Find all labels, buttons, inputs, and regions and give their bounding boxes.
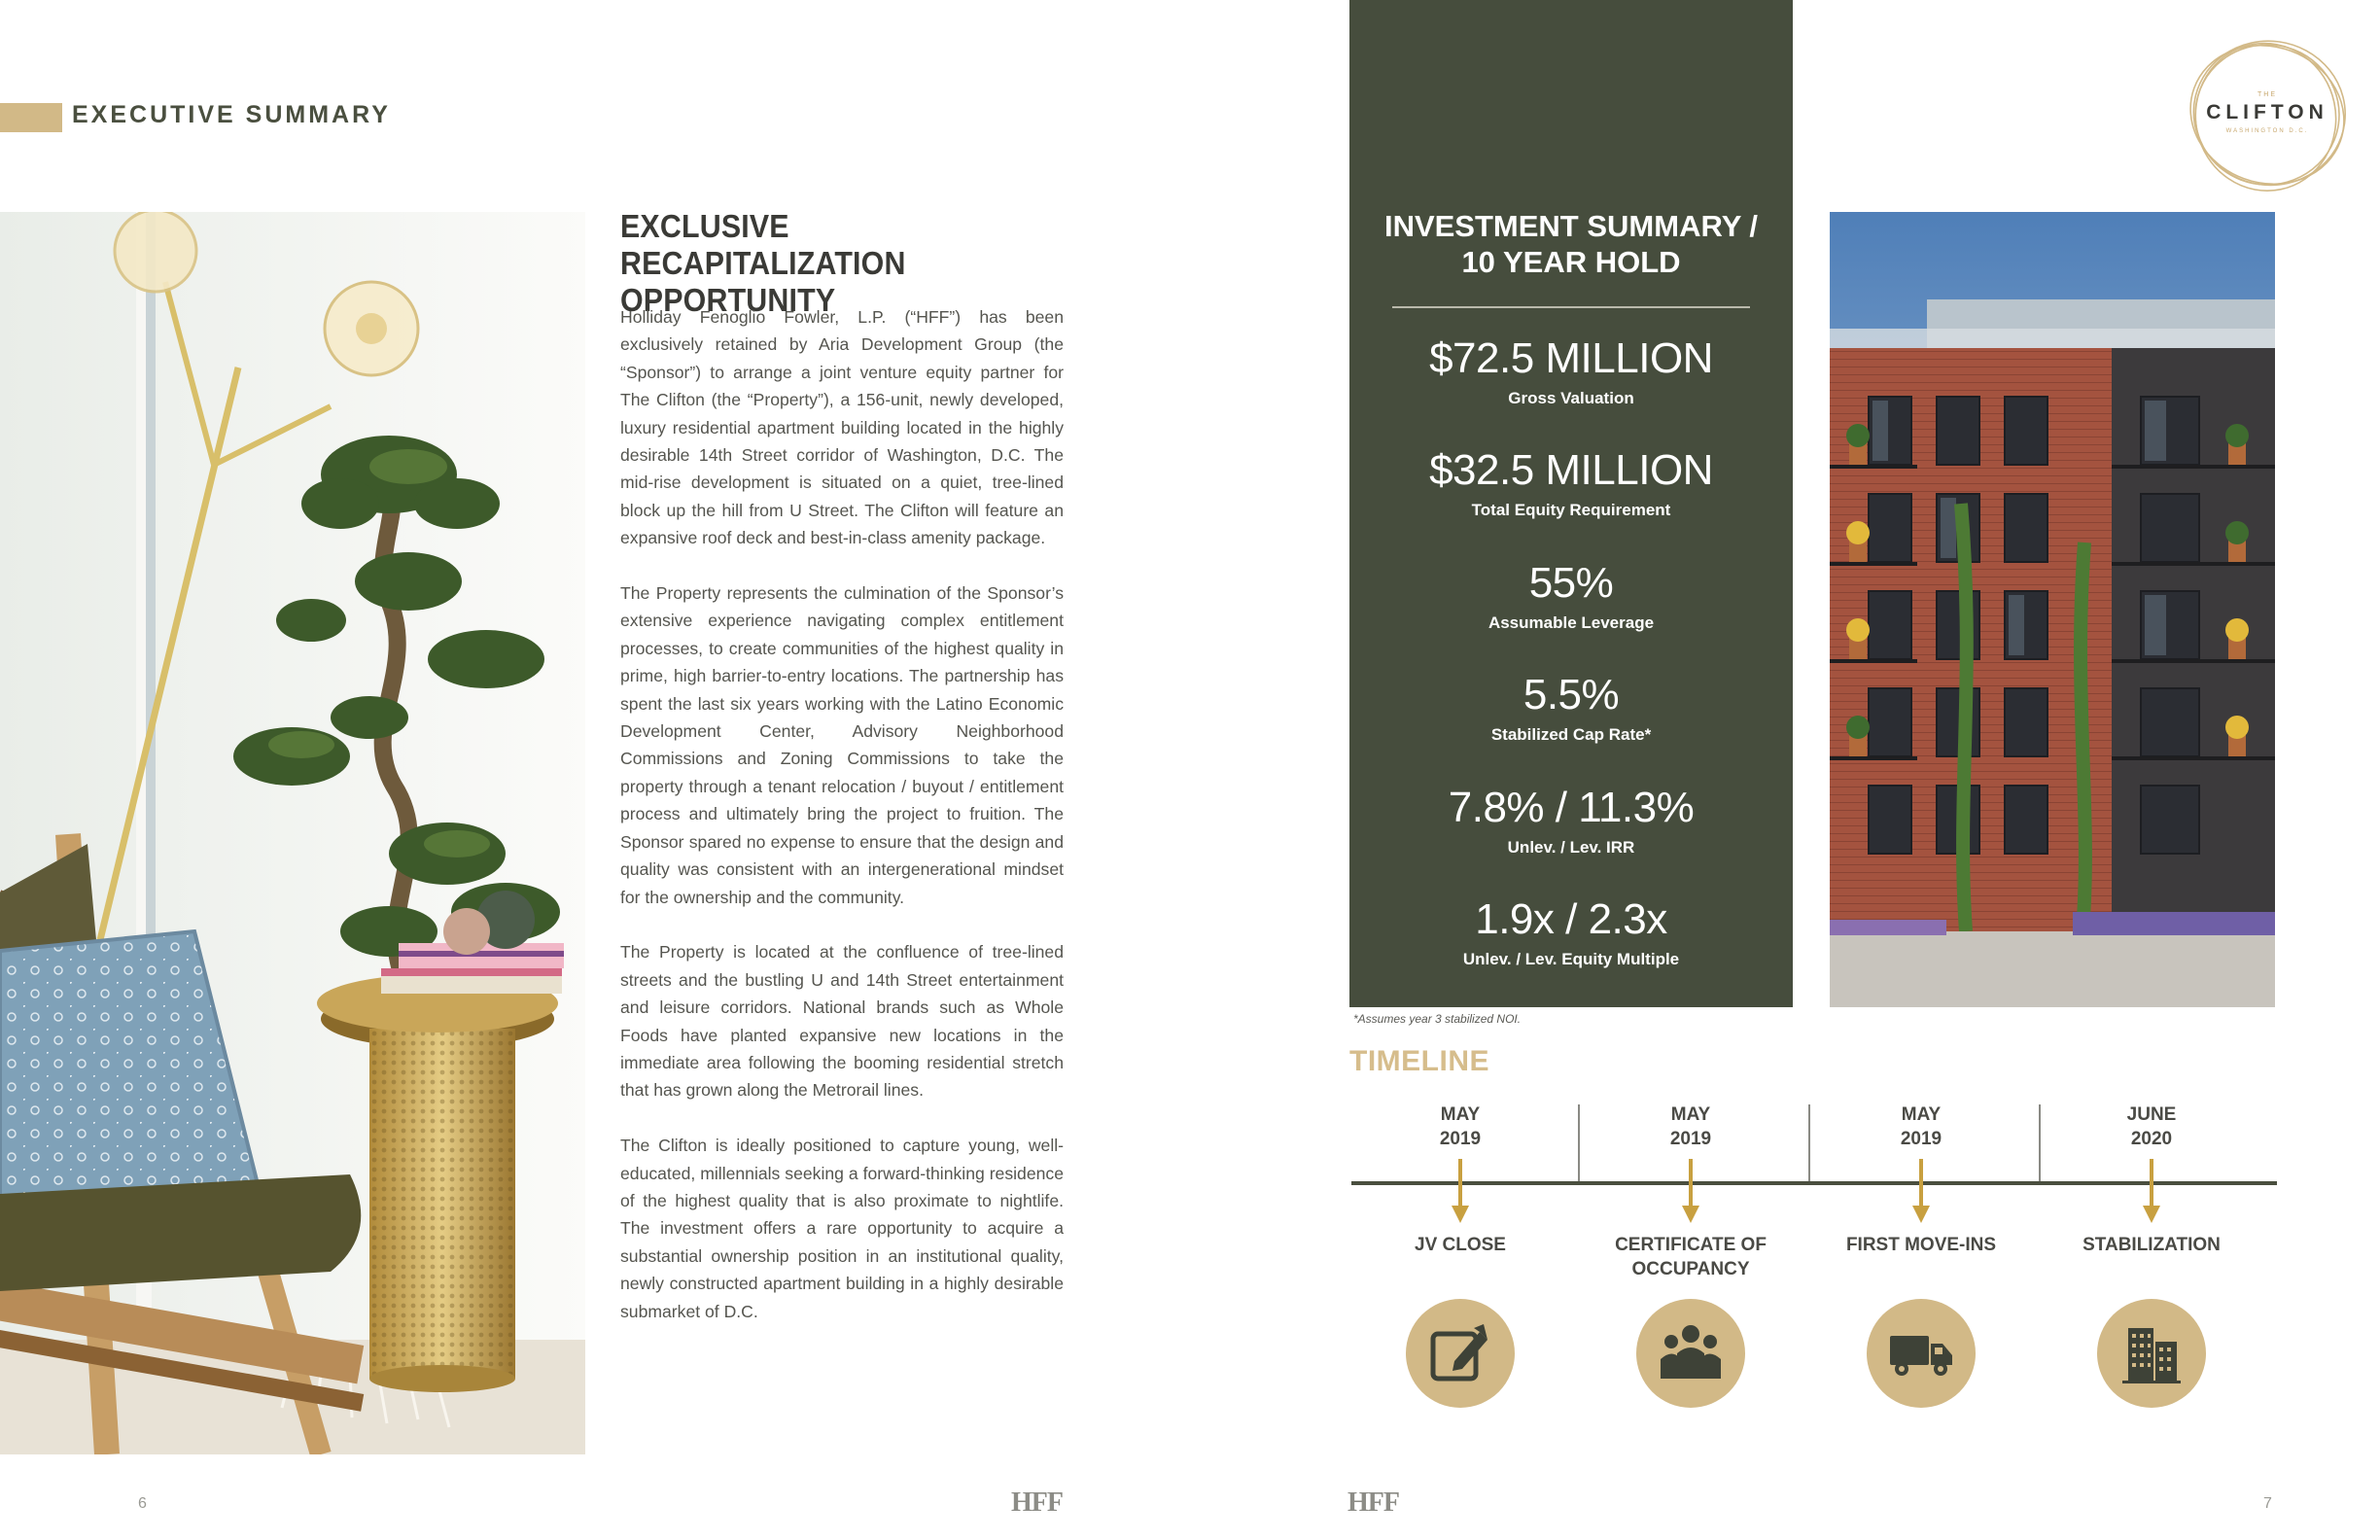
- timeline-label-line1: STABILIZATION: [2082, 1235, 2221, 1255]
- timeline-label-line1: JV CLOSE: [1415, 1235, 1506, 1255]
- hff-logo-left: HFF: [1011, 1488, 1063, 1518]
- timeline-label-stabilization: [2035, 1233, 2268, 1257]
- interior-illustration: [0, 212, 585, 1454]
- edit-icon: [1427, 1320, 1493, 1386]
- body-heading: EXCLUSIVE RECAPITALIZATION OPPORTUNITY: [620, 208, 906, 318]
- building-icon: [2118, 1320, 2185, 1386]
- timeline-icon-circle: [1406, 1299, 1515, 1408]
- timeline-icon-circle: [1636, 1299, 1745, 1408]
- timeline-label-jv-close: [1344, 1233, 1577, 1257]
- timeline-month: MAY: [1440, 1104, 1481, 1125]
- body-text: [620, 303, 1064, 1352]
- logo-bottom-text: WASHINGTON D.C.: [2225, 128, 2309, 134]
- investment-summary-panel: [1349, 0, 1793, 1007]
- building-illustration: [1830, 212, 2275, 1007]
- timeline-year: 2019: [1669, 1129, 1712, 1149]
- investment-title-line1: INVESTMENT SUMMARY /: [1383, 209, 1759, 243]
- metric-irr: [1349, 784, 1793, 859]
- timeline-label-move-ins: [1804, 1233, 2038, 1257]
- metric-label: Assumable Leverage: [1488, 613, 1655, 632]
- timeline-date-jv-close: [1363, 1102, 1558, 1151]
- metric-value: $72.5 MILLION: [1429, 334, 1713, 382]
- timeline-year: 2019: [1900, 1129, 1942, 1149]
- timeline-title: TIMELINE: [1349, 1045, 1489, 1077]
- body-paragraph-3: The Property is located at the confluence of tree-lined streets and the bustling U and 14th Street entertainment and leisure corridors. National brands such as Whole Foods have planted expansive new locations in the immediate area following the booming residential stretch that has grown along the Metrorail lines.: [620, 942, 1064, 1101]
- investment-title: [1349, 208, 1793, 280]
- body-paragraph-4: The Clifton is ideally positioned to capture young, well-educated, millennials seeking a forward-thinking residence of the highest quality that is also proximate to nightlife. The investment offers a rare opportunity to acquire a substantial ownership position in an institutional quality, newly constructed apartment building in a highly desirable submarket of D.C.: [620, 1136, 1064, 1321]
- timeline-divider: [1808, 1104, 1810, 1182]
- timeline-date-move-ins: [1824, 1102, 2018, 1151]
- timeline-icon-circle: [1867, 1299, 1976, 1408]
- timeline-divider: [2039, 1104, 2041, 1182]
- timeline-date-occupancy: [1593, 1102, 1788, 1151]
- metric-value: $32.5 MILLION: [1429, 446, 1713, 494]
- section-title: EXECUTIVE SUMMARY: [72, 101, 391, 128]
- timeline-year: 2020: [2130, 1129, 2173, 1149]
- timeline-year: 2019: [1439, 1129, 1482, 1149]
- timeline-month: MAY: [1670, 1104, 1711, 1125]
- metric-label: Total Equity Requirement: [1471, 501, 1671, 519]
- metric-value: 1.9x / 2.3x: [1475, 895, 1667, 943]
- metric-total-equity: [1349, 446, 1793, 522]
- metric-assumable-leverage: [1349, 559, 1793, 635]
- metric-value: 5.5%: [1522, 671, 1620, 718]
- timeline-month: MAY: [1901, 1104, 1942, 1125]
- logo-wordmark: CLIFTON: [2206, 101, 2328, 123]
- people-icon: [1658, 1320, 1724, 1386]
- timeline-label-line1: FIRST MOVE-INS: [1845, 1235, 1997, 1255]
- investment-title-line2: 10 YEAR HOLD: [1461, 245, 1681, 279]
- timeline-axis: [1351, 1181, 2277, 1185]
- timeline-month: JUNE: [2126, 1104, 2177, 1125]
- page-number-left: 6: [138, 1495, 147, 1512]
- metric-label: Stabilized Cap Rate*: [1490, 725, 1652, 744]
- timeline-date-stabilization: [2054, 1102, 2249, 1151]
- header-accent-bar: [0, 103, 62, 132]
- investment-footnote: *Assumes year 3 stabilized NOI.: [1353, 1012, 1522, 1026]
- timeline-arrow-icon: [1451, 1159, 1470, 1227]
- timeline-label-line2: OCCUPANCY: [1631, 1259, 1750, 1279]
- timeline-arrow-icon: [1911, 1159, 1931, 1227]
- building-rendering: [1830, 212, 2275, 1007]
- hff-logo-right: HFF: [1348, 1488, 1399, 1518]
- metric-label: Gross Valuation: [1508, 389, 1634, 407]
- metric-label: Unlev. / Lev. Equity Multiple: [1462, 950, 1680, 968]
- body-paragraph-1: Holliday Fenoglio Fowler, L.P. (“HFF”) has been exclusively retained by Aria Development Group (the “Sponsor”) to arrange a joint venture equity partner for The Clifton (the “Property”), a 156-unit, newly developed, luxury residential apartment building located in the highly desirable 14th Street corridor of Washington, D.C. The mid-rise development is situated on a quiet, tree-lined block up the hill from U Street. The Clifton will feature an expansive roof deck and best-in-class amenity package.: [620, 307, 1064, 548]
- logo-top-text: THE: [2258, 91, 2277, 98]
- interior-photo: [0, 212, 585, 1454]
- metric-gross-valuation: [1349, 334, 1793, 410]
- page-number-right: 7: [2263, 1495, 2272, 1512]
- timeline-arrow-icon: [2142, 1159, 2161, 1227]
- body-paragraph-2: The Property represents the culmination of the Sponsor’s extensive experience navigating complex entitlement processes, to create communities of the highest quality in prime, high barrier-to-entry locations. The partnership has spent the last six years working with the Latino Economic Development Center, Advisory Neighborhood Commissions and Zoning Commissions to take the property through a tenant relocation / buyout / entitlement process and ultimately bring the project to fruition. The Sponsor spared no expense to ensure that the design and quality was consistent with an intergenerational mindset for the ownership and the community.: [620, 583, 1064, 907]
- metric-value: 55%: [1528, 559, 1614, 607]
- timeline-icon-circle: [2097, 1299, 2206, 1408]
- timeline-label-occupancy: [1574, 1233, 1807, 1281]
- timeline-divider: [1578, 1104, 1580, 1182]
- metric-value: 7.8% / 11.3%: [1448, 784, 1695, 831]
- timeline-arrow-icon: [1681, 1159, 1700, 1227]
- metric-equity-multiple: [1349, 895, 1793, 971]
- clifton-logo: [2186, 33, 2349, 196]
- investment-divider: [1392, 306, 1750, 308]
- metric-label: Unlev. / Lev. IRR: [1507, 838, 1635, 857]
- truck-icon: [1888, 1320, 1954, 1386]
- timeline-label-line1: CERTIFICATE OF: [1615, 1235, 1767, 1255]
- metric-cap-rate: [1349, 671, 1793, 747]
